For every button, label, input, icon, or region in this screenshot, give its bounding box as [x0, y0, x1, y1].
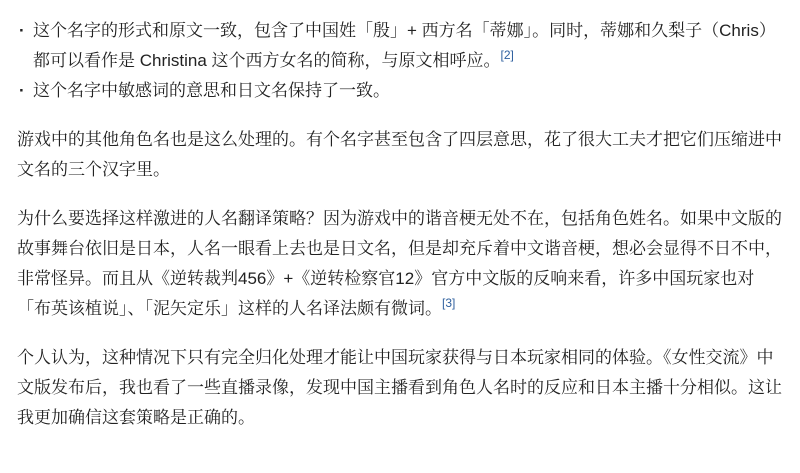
list-item: [17, 76, 783, 106]
footnote-ref: [442, 295, 455, 311]
bullet-text: 这个名字的形式和原文一致，包含了中国姓「殷」+ 西方名「蒂娜」。同时，蒂娜和久梨子（Chris）都可以看作是 Christina 这个西方女名的简称，与原文相呼应。: [33, 21, 776, 70]
footnote-ref-2-link[interactable]: [2]: [500, 48, 514, 63]
paragraph-text: 为什么要选择这样激进的人名翻译策略？因为游戏中的谐音梗无处不在，包括角色姓名。如果中文版的故事舞台依旧是日本，人名一眼看上去也是日文名，但是却充斥着中文谐音梗，想必会显得不日不中，非常怪异。而且从《逆转裁判456》+《逆转检察官12》官方中文版的反响来看，许多中国玩家也对「布英该植说」、「泥矢定乐」这样的人名译法颇有微词。: [17, 209, 782, 318]
paragraph: [17, 343, 783, 433]
bullet-list: [17, 16, 783, 106]
paragraph-text: 个人认为，这种情况下只有完全归化处理才能让中国玩家获得与日本玩家相同的体验。《女性交流》中文版发布后，我也看了一些直播录像，发现中国主播看到角色人名时的反应和日本主播十分相似。这让我更加确信这套策略是正确的。: [17, 348, 782, 427]
bullet-text: 这个名字中敏感词的意思和日文名保持了一致。: [33, 81, 390, 100]
paragraph-text: 游戏中的其他角色名也是这么处理的。有个名字甚至包含了四层意思，花了很大工夫才把它们压缩进中文名的三个汉字里。: [17, 130, 782, 179]
footnote-ref-3-link[interactable]: [3]: [442, 296, 456, 311]
list-item: [17, 16, 783, 76]
footnote-ref: [501, 47, 514, 63]
paragraph: [17, 204, 783, 324]
paragraph: [17, 125, 783, 185]
